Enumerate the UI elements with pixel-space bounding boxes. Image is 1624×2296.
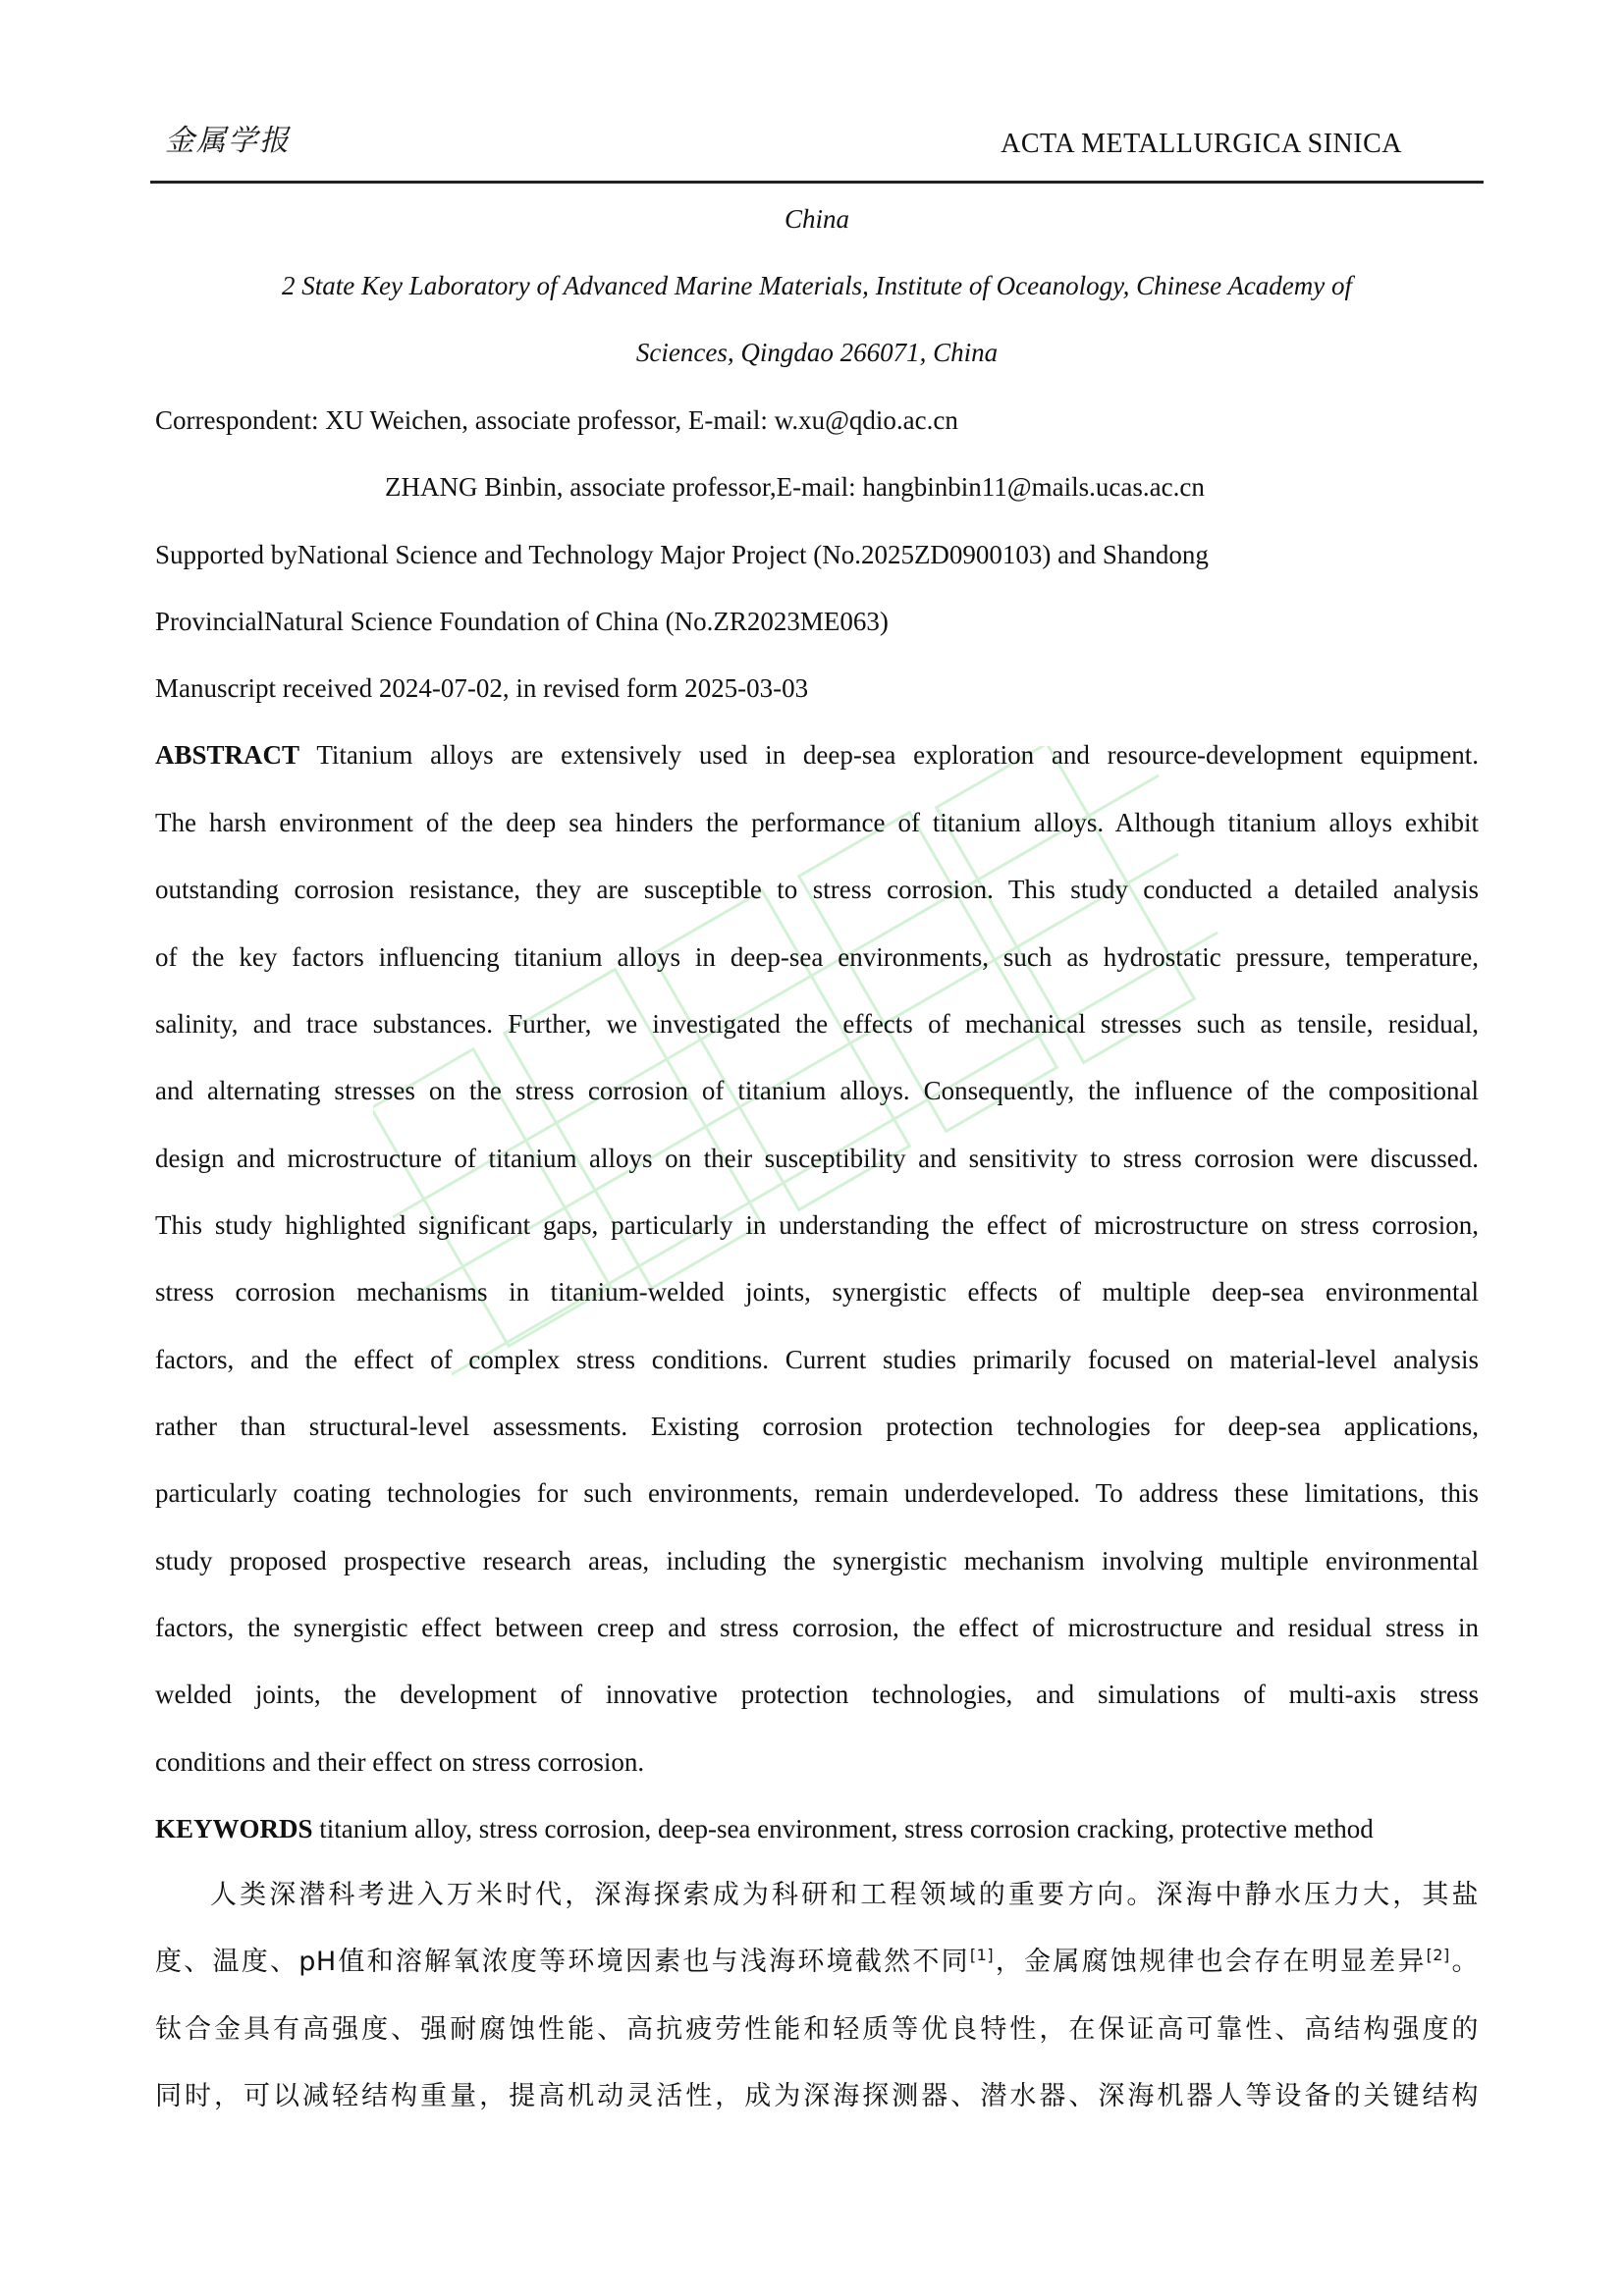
- support-line-1: Supported byNational Science and Technology Major Project (No.2025ZD0900103) and Shandong: [155, 540, 1209, 569]
- abstract-line-9: stress corrosion mechanisms in titanium-welded joints, synergistic effects of multiple deep-sea environmental: [155, 1277, 1479, 1307]
- body-cn-line-2-part-a: 度、温度、pH值和溶解氧浓度等环境因素也与浅海环境截然不同: [155, 1947, 970, 1977]
- journal-logo: 金属学报: [165, 124, 291, 158]
- manuscript-dates: Manuscript received 2024-07-02, in revised form 2025-03-03: [155, 673, 809, 703]
- citation-ref-1: [1]: [969, 1946, 995, 1964]
- abstract-line-5: salinity, and trace substances. Further, we investigated the effects of mechanical stresses such as tensile, residual,: [155, 1009, 1479, 1039]
- body-cn-line-2-part-c: 。: [1449, 1947, 1479, 1977]
- correspondent-line-1: Correspondent: XU Weichen, associate professor, E-mail: w.xu@qdio.ac.cn: [155, 405, 958, 435]
- abstract-label: ABSTRACT: [155, 740, 300, 770]
- abstract-line-11: rather than structural-level assessments. Existing corrosion protection technologies for deep-sea applications,: [155, 1412, 1479, 1441]
- abstract-line-1: [155, 738, 1479, 772]
- abstract-line-15: welded joints, the development of innovative protection technologies, and simulations of multi-axis stress: [155, 1680, 1479, 1709]
- body-cn-line-2: [155, 1946, 1479, 1979]
- abstract-line-2: The harsh environment of the deep sea hinders the performance of titanium alloys. Although titanium alloys exhibit: [155, 808, 1479, 837]
- abstract-line-4: of the key factors influencing titanium alloys in deep-sea environments, such as hydrostatic pressure, temperature,: [155, 942, 1479, 972]
- body-cn-line-4: 同时，可以减轻结构重量，提高机动灵活性，成为深海探测器、潜水器、深海机器人等设备的关键结构: [155, 2081, 1479, 2111]
- abstract-line-6: and alternating stresses on the stress corrosion of titanium alloys. Consequently, the influence of the compositional: [155, 1076, 1479, 1105]
- header-rule: [150, 181, 1484, 184]
- body-cn-line-2-part-b: ，金属腐蚀规律也会存在明显差异: [994, 1947, 1427, 1977]
- keywords-line: [155, 1812, 1479, 1845]
- abstract-line-16: conditions and their effect on stress corrosion.: [155, 1747, 645, 1777]
- keywords-label: KEYWORDS: [155, 1814, 313, 1843]
- correspondent-line-2: ZHANG Binbin, associate professor,E-mail: hangbinbin11@mails.ucas.ac.cn: [385, 472, 1205, 502]
- abstract-line-12: particularly coating technologies for such environments, remain underdeveloped. To address these limitations, this: [155, 1478, 1479, 1508]
- affiliation-line-2: 2 State Key Laboratory of Advanced Marine Materials, Institute of Oceanology, Chinese Academy of: [281, 271, 1353, 300]
- affiliation-line-1: China: [784, 204, 849, 234]
- journal-name: ACTA METALLURGICA SINICA: [1001, 129, 1402, 159]
- abstract-line-14: factors, the synergistic effect between creep and stress corrosion, the effect of microstructure and residual stress in: [155, 1613, 1479, 1642]
- abstract-line-3: outstanding corrosion resistance, they are susceptible to stress corrosion. This study conducted a detailed analysis: [155, 875, 1479, 904]
- abstract-line-7: design and microstructure of titanium alloys on their susceptibility and sensitivity to stress corrosion were discussed.: [155, 1144, 1479, 1173]
- affiliation-line-3: Sciences, Qingdao 266071, China: [635, 338, 999, 367]
- keywords-text: titanium alloy, stress corrosion, deep-sea environment, stress corrosion cracking, protective method: [312, 1814, 1374, 1843]
- support-line-2: ProvincialNatural Science Foundation of China (No.ZR2023ME063): [155, 607, 889, 636]
- citation-ref-2: [2]: [1426, 1946, 1450, 1964]
- abstract-line-8: This study highlighted significant gaps, particularly in understanding the effect of microstructure on stress corrosion,: [155, 1210, 1479, 1240]
- body-cn-line-3: 钛合金具有高强度、强耐腐蚀性能、高抗疲劳性能和轻质等优良特性，在保证高可靠性、高结构强度的: [155, 2014, 1479, 2045]
- abstract-line-10: factors, and the effect of complex stress conditions. Current studies primarily focused on material-level analysis: [155, 1345, 1479, 1374]
- abstract-text-1: Titanium alloys are extensively used in deep-sea exploration and resource-development equipment.: [299, 740, 1479, 770]
- abstract-line-13: study proposed prospective research areas, including the synergistic mechanism involving multiple environmental: [155, 1546, 1479, 1575]
- body-cn-line-1: 人类深潜科考进入万米时代，深海探索成为科研和工程领域的重要方向。深海中静水压力大，其盐: [210, 1880, 1479, 1910]
